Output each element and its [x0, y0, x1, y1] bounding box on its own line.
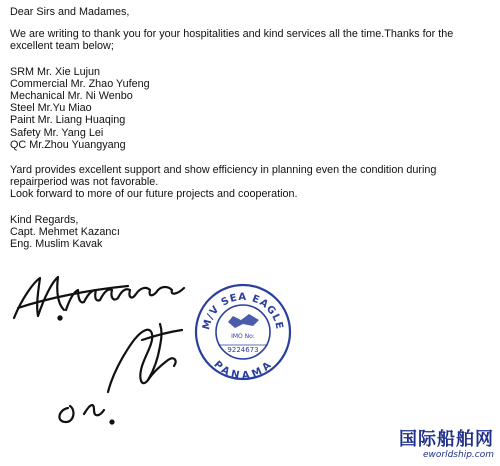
team-member: Commercial Mr. Zhao Yufeng — [10, 77, 150, 90]
team-member: Mechanical Mr. Ni Wenbo — [10, 90, 133, 103]
intro-line-2: excellent team below; — [10, 40, 114, 53]
team-member: Steel Mr.Yu Miao — [10, 102, 92, 115]
signatory-captain: Capt. Mehmet Kazancı — [10, 225, 120, 238]
team-list — [10, 66, 495, 151]
watermark-chinese: 国际船舶网 — [399, 429, 494, 450]
greeting: Dear Sirs and Madames, — [10, 6, 130, 18]
stamp-bottom-text: PANAMA — [211, 359, 275, 382]
team-member: Paint Mr. Liang Huaqing — [10, 114, 126, 127]
watermark — [399, 430, 494, 460]
body-line-1: Yard provides excellent support and show efficiency in planning even the condition during — [10, 164, 437, 177]
engineer-signature — [50, 310, 190, 430]
letter-body — [10, 6, 495, 250]
body-line-2: repairperiod was not favorable. — [10, 176, 159, 189]
stamp-imo-number: 9224673 — [227, 346, 259, 354]
stamp-top-text: M/V SEA EAGLE — [201, 291, 285, 331]
watermark-url: eworldship.com — [422, 450, 494, 460]
team-member: QC Mr.Zhou Yuangyang — [10, 138, 126, 151]
closing-salutation: Kind Regards, — [10, 213, 79, 226]
signatory-engineer: Eng. Muslim Kavak — [10, 238, 103, 251]
eagle-icon — [228, 314, 259, 328]
ship-stamp — [193, 282, 293, 382]
closing-block — [10, 214, 495, 251]
team-member: SRM Mr. Xie Lujun — [10, 65, 101, 78]
body-line-3: Look forward to more of our future projects and cooperation. — [10, 188, 298, 201]
stamp-imo-label: IMO No: — [231, 333, 255, 340]
team-member: Safety Mr. Yang Lei — [10, 126, 104, 139]
intro-line-1: We are writing to thank you for your hospitalities and kind services all the time.Thanks for the — [10, 28, 454, 41]
